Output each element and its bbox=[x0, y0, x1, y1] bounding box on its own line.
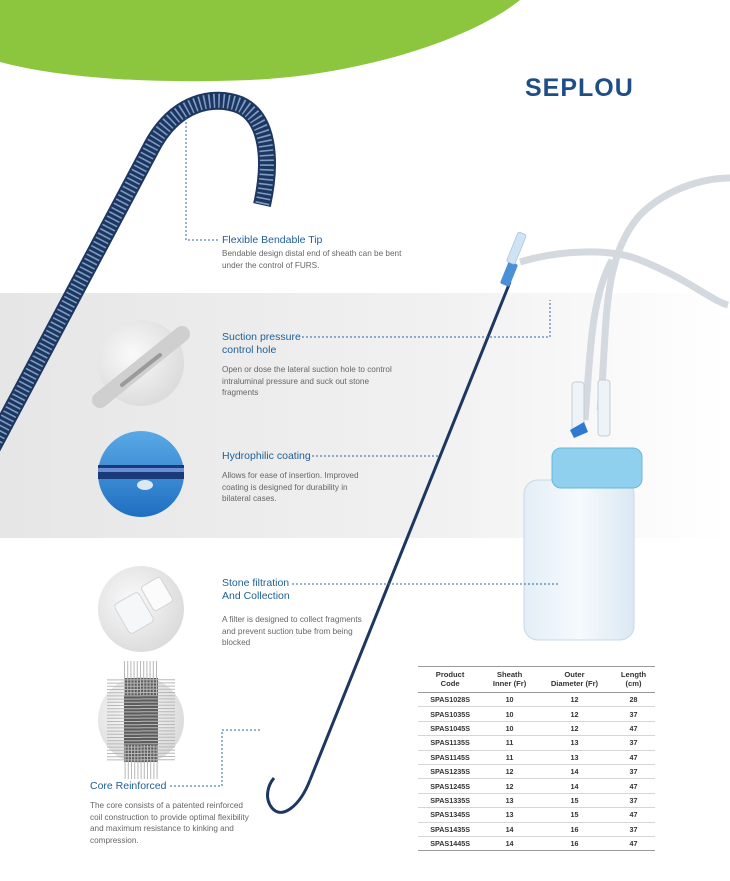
header-product-code: Product Code bbox=[418, 667, 482, 693]
table-cell: 13 bbox=[482, 808, 537, 822]
table-cell: 11 bbox=[482, 736, 537, 750]
feature-desc-suction-hole: Open or dose the lateral suction hole to control intraluminal pressure and suck out stone fragments bbox=[222, 365, 392, 397]
table-row bbox=[418, 721, 655, 735]
feature-title-suction-hole: Suction pressure control hole bbox=[222, 331, 301, 356]
table-cell: 14 bbox=[537, 779, 612, 793]
header-outer-diameter: Outer Diameter (Fr) bbox=[537, 667, 612, 693]
table-cell: 12 bbox=[537, 721, 612, 735]
table-cell: 47 bbox=[612, 836, 655, 850]
table-cell: 16 bbox=[537, 822, 612, 836]
header-length: Length (cm) bbox=[612, 667, 655, 693]
table-cell: 11 bbox=[482, 750, 537, 764]
feature-title-core-reinforced: Core Reinforced bbox=[90, 780, 167, 792]
table-cell: 37 bbox=[612, 822, 655, 836]
table-row bbox=[418, 779, 655, 793]
table-cell: SPAS1045S bbox=[418, 721, 482, 735]
table-cell: 37 bbox=[612, 707, 655, 721]
table-cell: 13 bbox=[482, 793, 537, 807]
circle-hydrophilic bbox=[98, 431, 184, 517]
table-cell: SPAS1035S bbox=[418, 707, 482, 721]
table-cell: 14 bbox=[482, 836, 537, 850]
feature-desc-core-reinforced: The core consists of a patented reinforced coil construction to provide optimal flexibility and maximum resistance to kinking and compression. bbox=[90, 801, 249, 845]
table-cell: 12 bbox=[482, 764, 537, 778]
table-cell: 14 bbox=[537, 764, 612, 778]
table-cell: 14 bbox=[482, 822, 537, 836]
table-row bbox=[418, 836, 655, 850]
table-cell: SPAS1028S bbox=[418, 693, 482, 707]
table-cell: 37 bbox=[612, 764, 655, 778]
green-header-shape bbox=[0, 0, 520, 81]
table-cell: 47 bbox=[612, 721, 655, 735]
spec-table-header bbox=[418, 667, 655, 693]
circle-coil bbox=[98, 677, 184, 763]
table-cell: 47 bbox=[612, 808, 655, 822]
feature-title-bendable-tip: Flexible Bendable Tip bbox=[222, 234, 323, 246]
table-cell: SPAS1445S bbox=[418, 836, 482, 850]
table-row bbox=[418, 764, 655, 778]
brand-logo: SEPLOU bbox=[525, 74, 634, 102]
table-cell: SPAS1135S bbox=[418, 736, 482, 750]
table-cell: 37 bbox=[612, 736, 655, 750]
circle-filter bbox=[98, 566, 184, 652]
table-cell: SPAS1345S bbox=[418, 808, 482, 822]
table-cell: SPAS1335S bbox=[418, 793, 482, 807]
table-cell: SPAS1435S bbox=[418, 822, 482, 836]
table-cell: SPAS1235S bbox=[418, 764, 482, 778]
table-row bbox=[418, 736, 655, 750]
table-cell: 12 bbox=[482, 779, 537, 793]
table-row bbox=[418, 793, 655, 807]
table-cell: 47 bbox=[612, 750, 655, 764]
table-cell: 12 bbox=[537, 693, 612, 707]
table-cell: 13 bbox=[537, 736, 612, 750]
table-cell: 37 bbox=[612, 793, 655, 807]
table-cell: 10 bbox=[482, 721, 537, 735]
table-row bbox=[418, 750, 655, 764]
feature-desc-filtration: A filter is designed to collect fragments and prevent suction tube from being blocked bbox=[222, 615, 362, 647]
feature-desc-bendable-tip: Bendable design distal end of sheath can be bent under the control of FURS. bbox=[222, 249, 402, 270]
table-cell: SPAS1145S bbox=[418, 750, 482, 764]
table-cell: 10 bbox=[482, 693, 537, 707]
table-cell: 12 bbox=[537, 707, 612, 721]
table-cell: 10 bbox=[482, 707, 537, 721]
feature-title-filtration: Stone filtration And Collection bbox=[222, 577, 290, 602]
spec-table bbox=[418, 666, 655, 851]
table-row bbox=[418, 707, 655, 721]
table-cell: 47 bbox=[612, 779, 655, 793]
table-row bbox=[418, 693, 655, 707]
table-row bbox=[418, 808, 655, 822]
table-row bbox=[418, 822, 655, 836]
table-cell: SPAS1245S bbox=[418, 779, 482, 793]
table-cell: 28 bbox=[612, 693, 655, 707]
circle-suction-hole bbox=[98, 320, 184, 406]
header-sheath-inner: Sheath Inner (Fr) bbox=[482, 667, 537, 693]
table-cell: 15 bbox=[537, 808, 612, 822]
feature-title-hydrophilic: Hydrophilic coating bbox=[222, 450, 311, 462]
feature-desc-hydrophilic: Allows for ease of insertion. Improved coating is designed for durability in bilateral cases. bbox=[222, 471, 359, 503]
table-cell: 15 bbox=[537, 793, 612, 807]
table-cell: 16 bbox=[537, 836, 612, 850]
table-cell: 13 bbox=[537, 750, 612, 764]
